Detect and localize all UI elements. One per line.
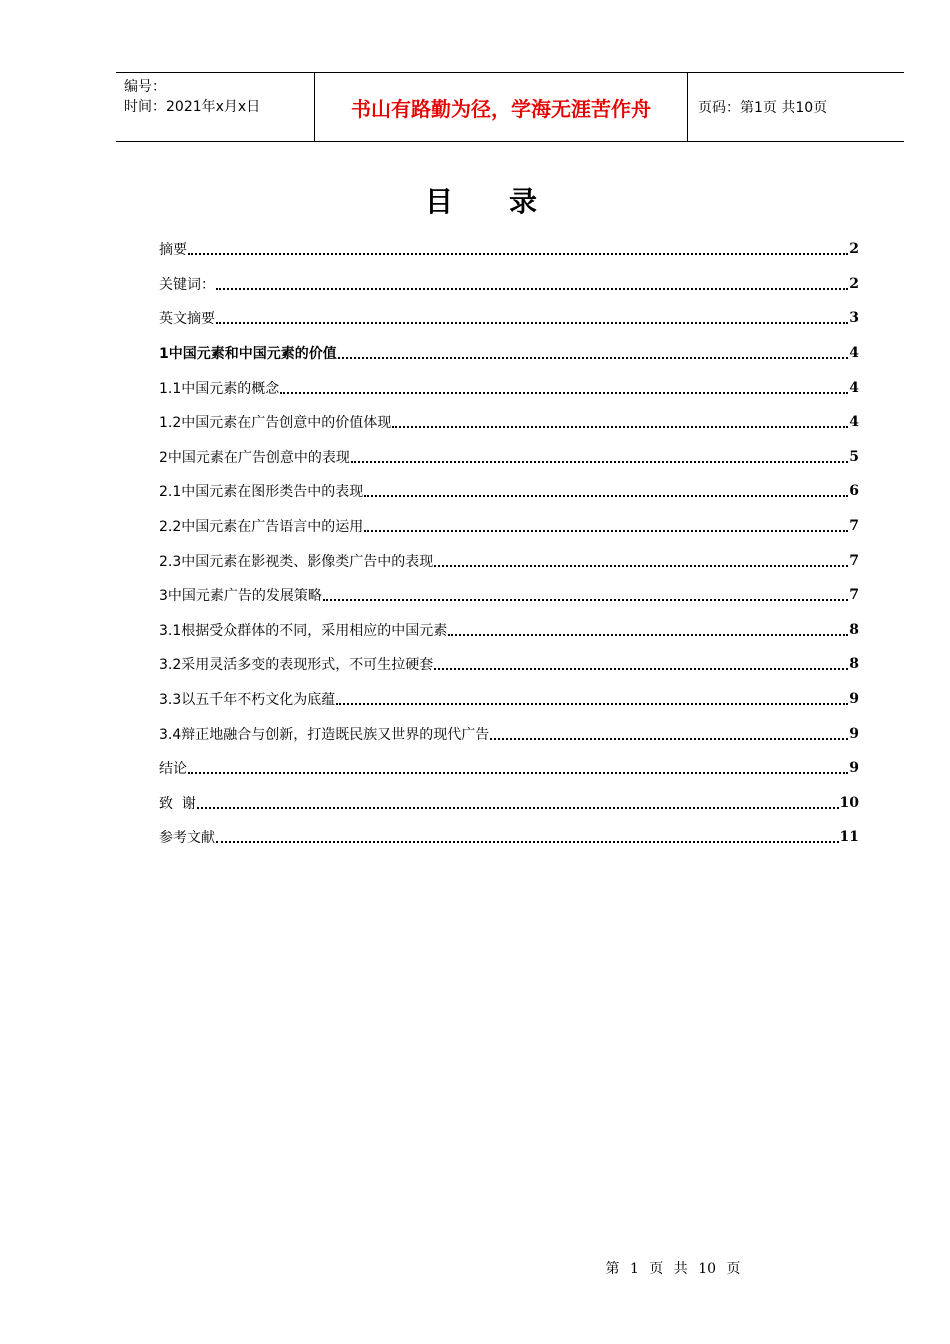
toc-entry[interactable] [159, 301, 859, 336]
toc-entry[interactable] [159, 370, 859, 405]
toc-entry-page: 2 [849, 241, 859, 258]
toc-entry-page: 4 [849, 345, 859, 362]
toc-entry[interactable] [159, 267, 859, 302]
toc-entry-page: 7 [849, 587, 859, 604]
toc-leader-dots [323, 599, 848, 601]
toc-leader-dots [434, 565, 848, 567]
header-meta [116, 73, 315, 141]
toc-entry-page: 8 [849, 656, 859, 673]
toc-leader-dots [448, 634, 848, 636]
toc-entry-page: 2 [849, 275, 859, 292]
toc-leader-dots [490, 738, 848, 740]
toc-entry[interactable] [159, 786, 859, 821]
toc-entry-label: 致 谢 [159, 795, 196, 812]
toc-entry-page: 9 [849, 725, 859, 742]
toc-entry-page: 8 [849, 621, 859, 638]
toc-entry[interactable] [159, 232, 859, 267]
toc-entry-label: 1中国元素和中国元素的价值 [159, 346, 337, 363]
page-header [116, 72, 904, 142]
toc-entry[interactable] [159, 716, 859, 751]
toc-entry-page: 11 [839, 829, 859, 846]
toc-entry-page: 4 [849, 379, 859, 396]
toc-leader-dots [188, 772, 848, 774]
toc-entry-label: 3.4辩正地融合与创新，打造既民族又世界的现代广告 [159, 726, 490, 743]
toc-leader-dots [336, 703, 848, 705]
toc-entry[interactable] [159, 543, 859, 578]
toc-leader-dots [364, 530, 848, 532]
toc-entry-page: 10 [839, 794, 859, 811]
toc-entry[interactable] [159, 820, 859, 855]
header-motto: 书山有路勤为径，学海无涯苦作舟 [315, 73, 688, 141]
toc-leader-dots [280, 392, 848, 394]
page-footer: 第 1 页 共 10 页 [605, 1261, 741, 1277]
toc-entry-label: 3.3以五千年不朽文化为底蕴 [159, 692, 336, 709]
toc-entry-page: 4 [849, 414, 859, 431]
toc-entry-label: 1.2中国元素在广告创意中的价值体现 [159, 415, 392, 432]
toc-leader-dots [338, 357, 849, 359]
toc-entry[interactable] [159, 336, 859, 371]
toc-entry-label: 3.1根据受众群体的不同，采用相应的中国元素 [159, 622, 448, 639]
toc-entry-label: 2中国元素在广告创意中的表现 [159, 449, 350, 466]
toc-leader-dots [351, 461, 848, 463]
toc-entry-label: 2.1中国元素在图形类告中的表现 [159, 484, 364, 501]
toc-entry[interactable] [159, 405, 859, 440]
toc-entry[interactable] [159, 474, 859, 509]
toc-entry-label: 结论 [159, 761, 187, 778]
toc-entry-page: 7 [849, 552, 859, 569]
toc-entry-page: 5 [849, 448, 859, 465]
toc-entry-label: 2.3中国元素在影视类、影像类广告中的表现 [159, 553, 434, 570]
toc-entry[interactable] [159, 647, 859, 682]
toc-leader-dots [216, 288, 848, 290]
toc-entry-label: 1.1中国元素的概念 [159, 380, 280, 397]
toc-entry[interactable] [159, 440, 859, 475]
toc-entry[interactable] [159, 613, 859, 648]
toc-entry-label: 3中国元素广告的发展策略 [159, 588, 322, 605]
toc-entry-label: 参考文献 [159, 830, 215, 847]
toc-entry-page: 9 [849, 760, 859, 777]
toc-leader-dots [392, 426, 848, 428]
toc-entry-page: 9 [849, 691, 859, 708]
toc-entry[interactable] [159, 509, 859, 544]
toc-entry-label: 关键词： [159, 276, 215, 293]
toc-entry-label: 3.2采用灵活多变的表现形式，不可生拉硬套 [159, 657, 434, 674]
toc-entry[interactable] [159, 751, 859, 786]
toc-leader-dots [364, 495, 848, 497]
toc-entry[interactable] [159, 578, 859, 613]
document-time-label: 时间：2021年x月x日 [124, 99, 261, 115]
toc-entry-page: 3 [849, 310, 859, 327]
toc-leader-dots [434, 668, 848, 670]
table-of-contents [159, 232, 859, 855]
document-number-label: 编号： [124, 79, 166, 95]
toc-entry-label: 英文摘要 [159, 311, 215, 328]
toc-title: 目录 [424, 185, 593, 218]
toc-entry[interactable] [159, 682, 859, 717]
toc-leader-dots [216, 841, 839, 843]
toc-leader-dots [188, 253, 848, 255]
toc-entry-page: 7 [849, 518, 859, 535]
toc-entry-page: 6 [849, 483, 859, 500]
header-page-info: 页码：第1页 共10页 [698, 100, 828, 116]
toc-leader-dots [216, 322, 848, 324]
toc-entry-label: 摘要 [159, 242, 187, 259]
toc-entry-label: 2.2中国元素在广告语言中的运用 [159, 519, 364, 536]
toc-leader-dots [197, 807, 839, 809]
